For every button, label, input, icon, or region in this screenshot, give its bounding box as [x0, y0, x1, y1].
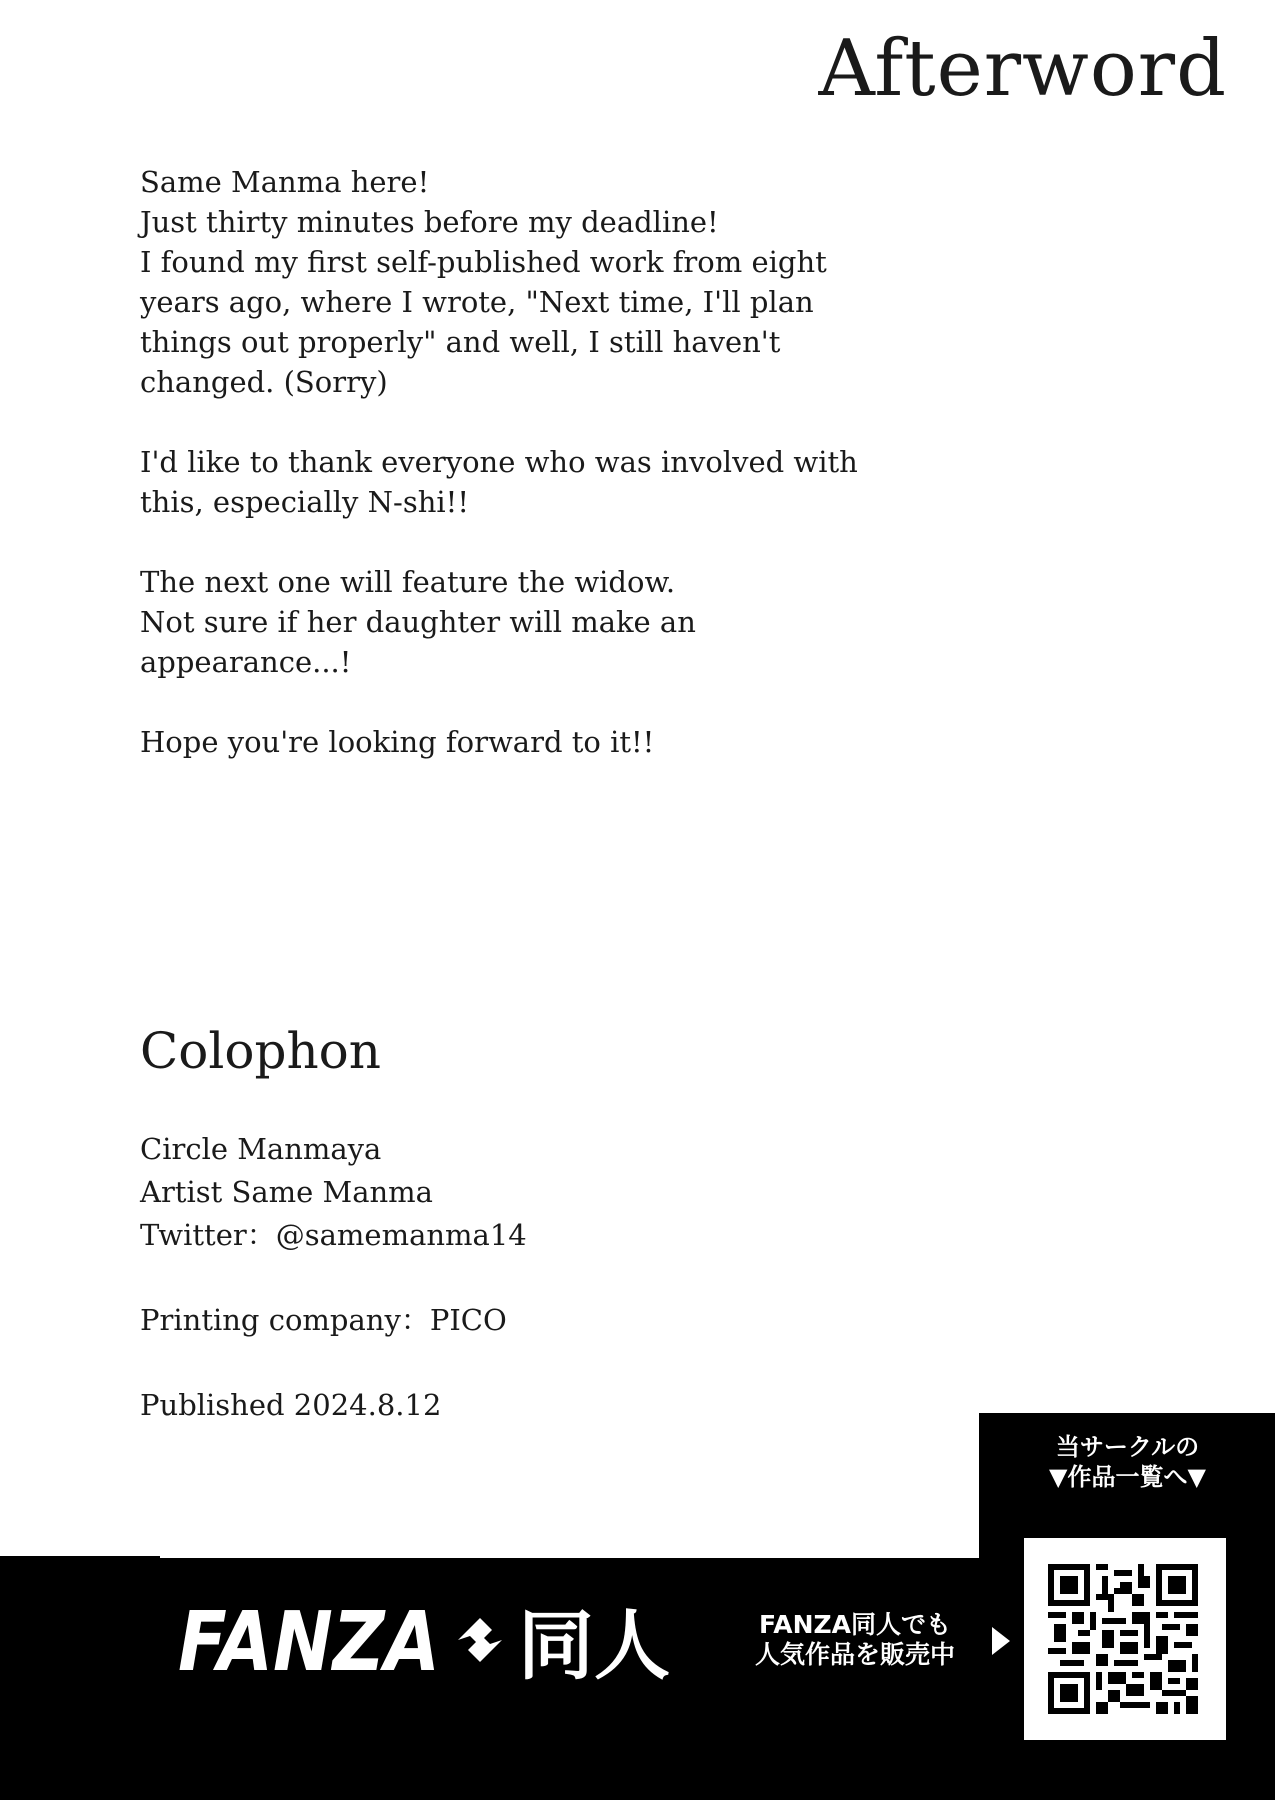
qr-caption-line: 当サークルの	[1055, 1433, 1200, 1461]
text-line: years ago, where I wrote, "Next time, I'll plan	[140, 285, 814, 319]
svg-text:FANZA: FANZA	[178, 1600, 440, 1680]
text-line: Hope you're looking forward to it!!	[140, 725, 655, 759]
text-line: I'd like to thank everyone who was involved with	[140, 445, 858, 479]
fanza-logo-icon[interactable]	[178, 1600, 688, 1680]
promo-line: 人気作品を販売中	[754, 1640, 955, 1669]
qr-caption	[990, 1432, 1265, 1492]
artist-name: Artist Same Manma	[140, 1175, 433, 1209]
colophon-body	[140, 1128, 527, 1427]
circle-name: Circle Manmaya	[140, 1132, 382, 1166]
text-line: I found my first self-published work from eight	[140, 245, 827, 279]
afterword-paragraph	[140, 722, 920, 762]
svg-text:同人: 同人	[518, 1601, 670, 1680]
text-line: Same Manma here!	[140, 165, 430, 199]
publish-date: Published 2024.8.12	[140, 1388, 442, 1422]
qr-caption-line: ▼作品一覧へ▼	[1049, 1463, 1206, 1491]
promo-text	[730, 1610, 980, 1670]
afterword-paragraph	[140, 162, 920, 402]
text-line: changed. (Sorry)	[140, 365, 388, 399]
text-line: The next one will feature the widow.	[140, 565, 676, 599]
twitter-handle: Twitter：@samemanma14	[140, 1218, 527, 1252]
afterword-body	[140, 162, 920, 802]
printing-company: Printing company：PICO	[140, 1303, 507, 1337]
afterword-title: Afterword	[818, 24, 1227, 114]
qr-code-icon[interactable]	[1048, 1564, 1198, 1714]
spacer	[140, 1257, 527, 1299]
text-line: this, especially N-shi!!	[140, 485, 469, 519]
text-line: appearance...!	[140, 645, 352, 679]
spacer	[140, 1342, 527, 1384]
text-line: Just thirty minutes before my deadline!	[140, 205, 719, 239]
afterword-paragraph	[140, 562, 920, 682]
text-line: things out properly" and well, I still haven't	[140, 325, 781, 359]
afterword-paragraph	[140, 442, 920, 522]
colophon-title: Colophon	[140, 1022, 381, 1080]
text-line: Not sure if her daughter will make an	[140, 605, 696, 639]
promo-line: FANZA同人でも	[759, 1610, 951, 1639]
arrow-right-icon	[990, 1624, 1014, 1658]
